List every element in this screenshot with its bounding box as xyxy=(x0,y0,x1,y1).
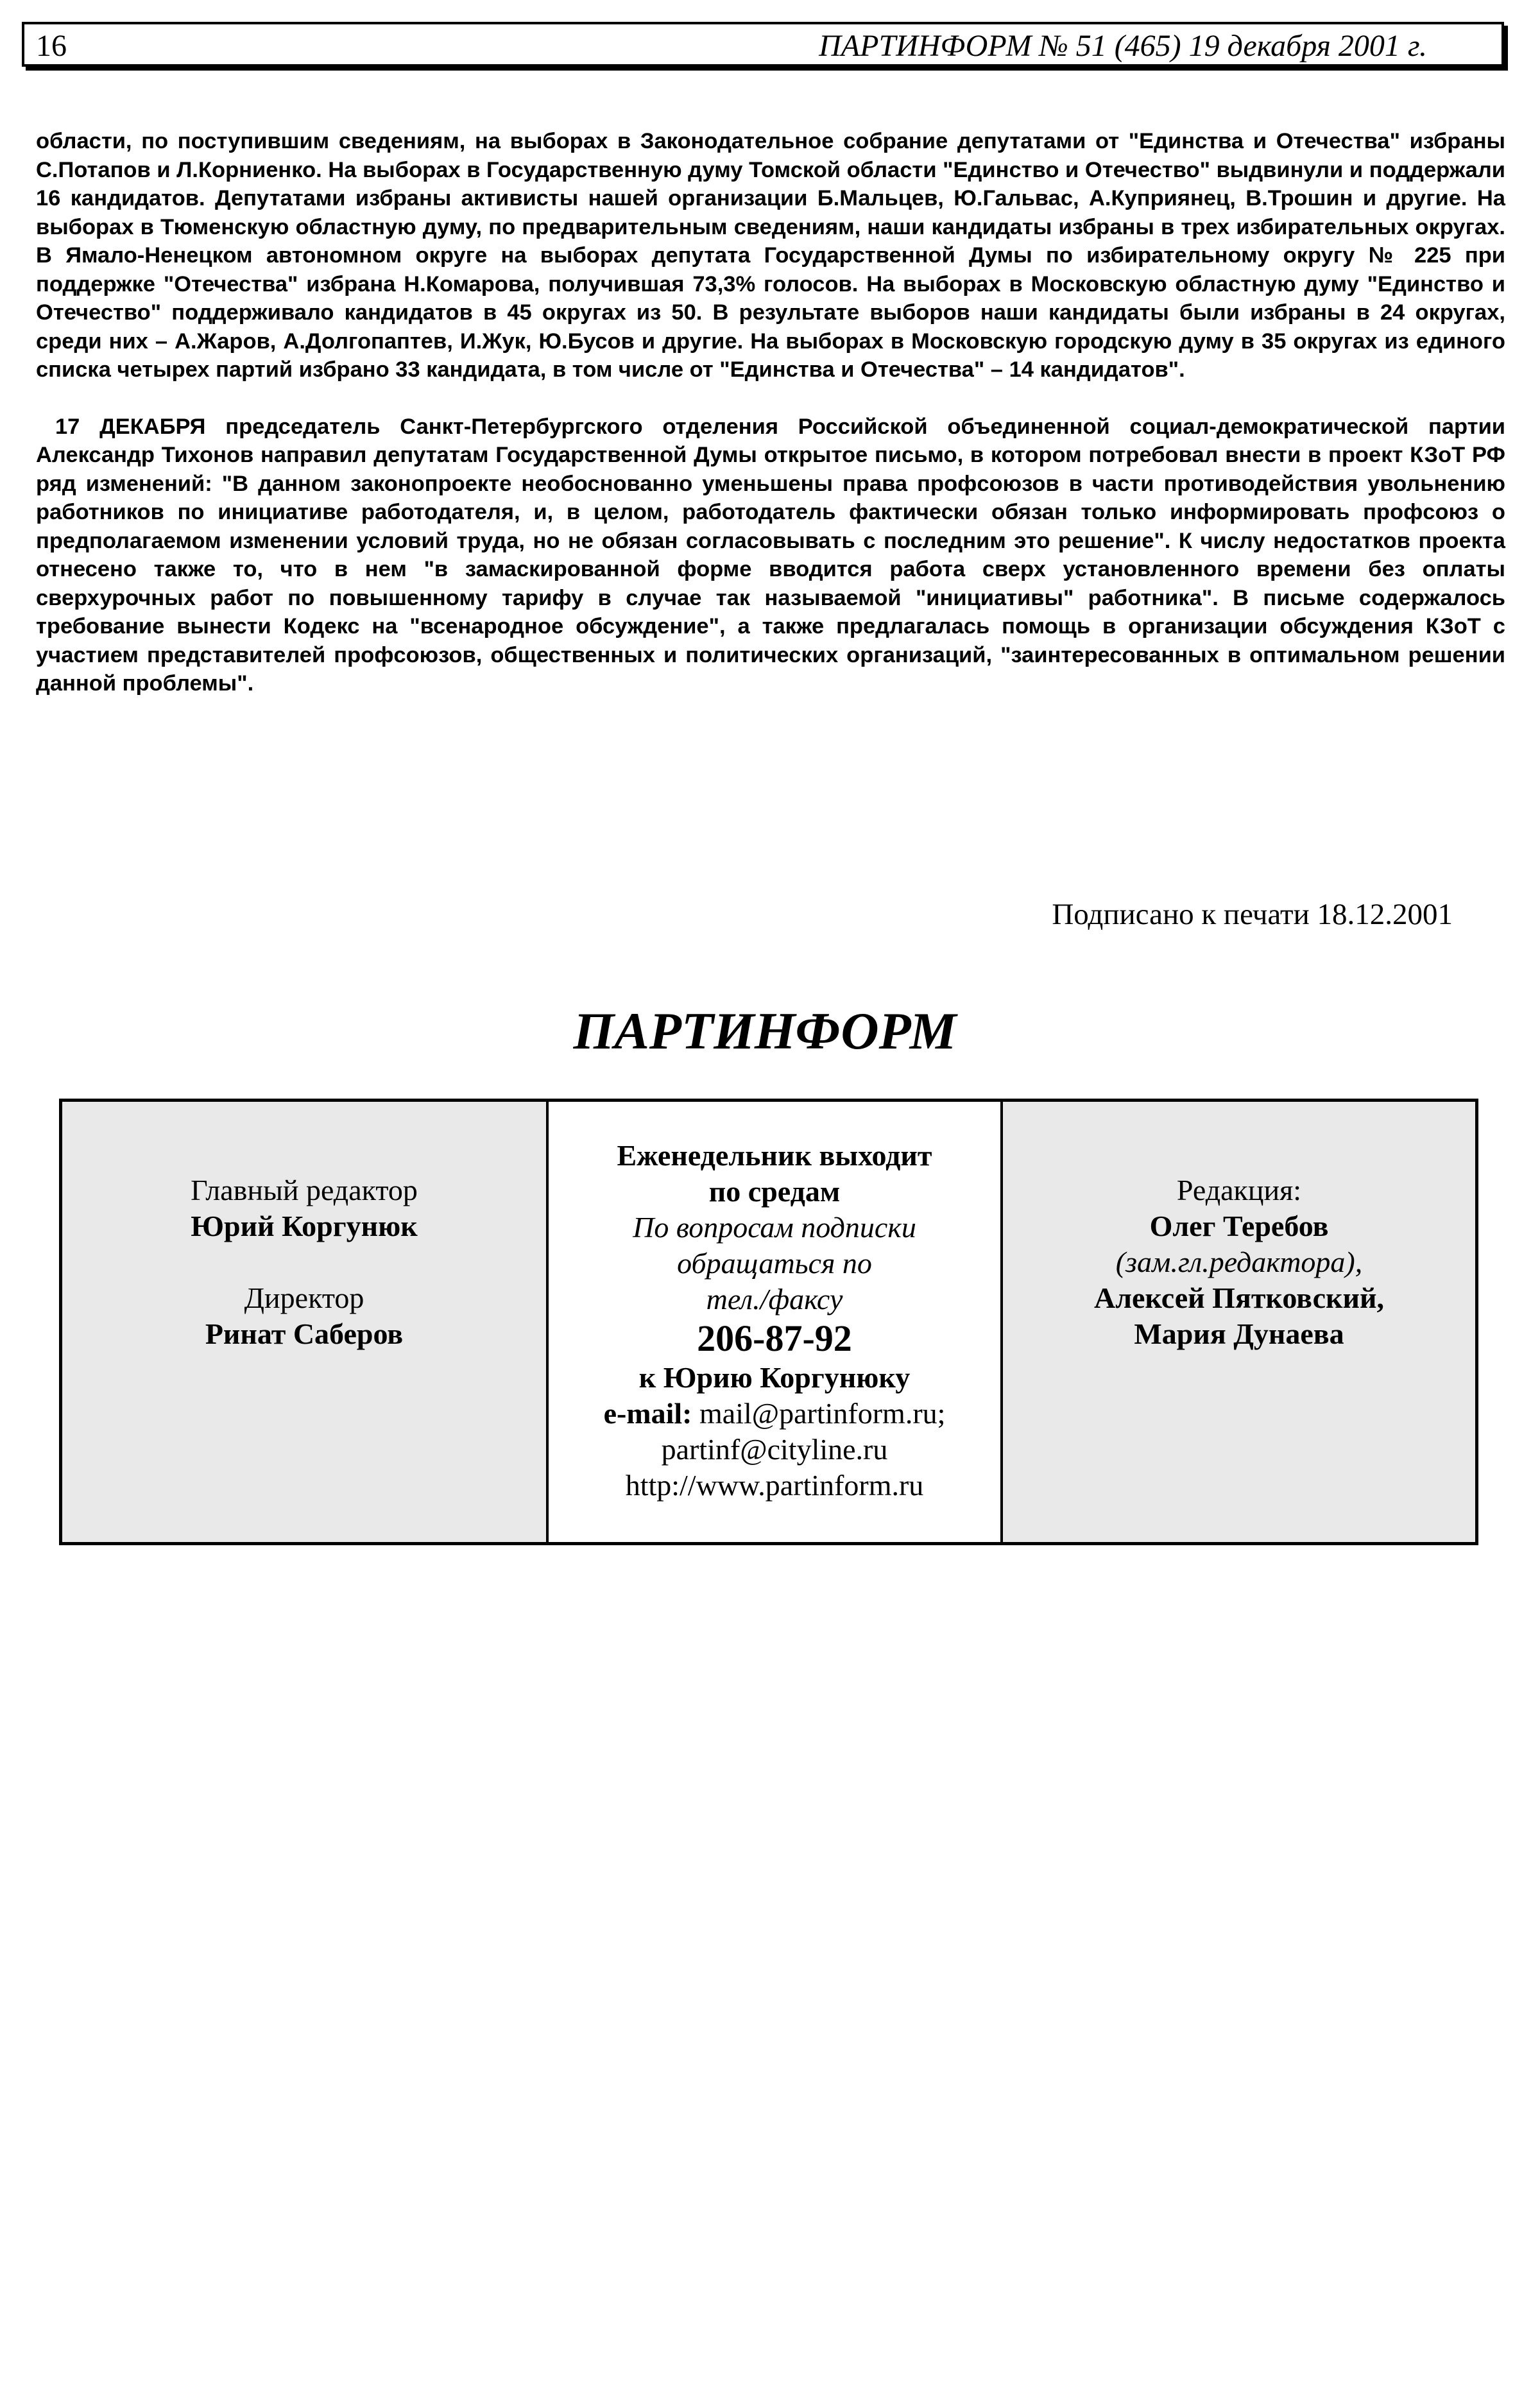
imprint-column-left xyxy=(62,1102,549,1542)
email-address-2[interactable]: partinf@cityline.ru xyxy=(661,1433,888,1466)
phone-number: 206-87-92 xyxy=(697,1317,852,1359)
email-address-1[interactable]: mail@partinform.ru; xyxy=(699,1397,946,1430)
editor-1-role: (зам.гл.редактора), xyxy=(1115,1246,1363,1278)
publication-title: ПАРТИНФОРМ № 51 (465) 19 декабря 2001 г. xyxy=(819,29,1427,63)
signed-to-print: Подписано к печати 18.12.2001 xyxy=(1052,898,1453,931)
subscription-line-3: тел./факсу xyxy=(706,1283,843,1315)
article-paragraph-1: области, по поступившим сведениям, на выборах в Законодательное собрание депутатами от "Единства и Отечества" избраны С.Потапов и Л.Корниенко. На выборах в Государственную думу Томской области "Единство и Отечество" выдвинули и поддержали 16 кандидатов. Депутатами избраны активисты нашей организации Б.Мальцев, Ю.Гальвас, А.Куприянец, В.Трошин и другие. На выборах в Тюменскую областную думу, по предварительным сведениям, наши кандидаты избраны в трех избирательных округах. В Ямало-Ненецком автономном округе на выборах депутата Государственной Думы по избирательному округу № 225 при поддержке "Отечества" избрана Н.Комарова, получившая 73,3% голосов. На выборах в Московскую областную думу "Единство и Отечество" поддерживало кандидатов в 45 округах из 50. В результате выборов наши кандидаты были избраны в 24 округах, среди них – А.Жаров, А.Долгопаптев, И.Жук, Ю.Бусов и другие. На выборах в Московскую городскую думу в 35 округах из единого списка четырех партий избрано 33 кандидата, в том числе от "Единства и Отечества" – 14 кандидатов". xyxy=(36,129,1505,382)
director-name: Ринат Саберов xyxy=(205,1317,404,1350)
website-link[interactable]: http://www.partinform.ru xyxy=(625,1469,924,1502)
editorial-label: Редакция: xyxy=(1176,1174,1302,1206)
masthead-title xyxy=(0,1001,1540,1061)
page-number: 16 xyxy=(36,29,67,63)
email-label: e-mail: xyxy=(603,1397,692,1430)
contact-person: к Юрию Коргунюку xyxy=(638,1361,911,1394)
subscription-line-2: обращаться по xyxy=(677,1247,872,1280)
chief-editor-label: Главный редактор xyxy=(191,1174,418,1206)
spacer xyxy=(62,1244,546,1280)
weekly-line-2: по средам xyxy=(708,1175,841,1208)
masthead-text: ПАРТИНФОРМ xyxy=(573,1002,957,1060)
editor-3-name: Мария Дунаева xyxy=(1134,1317,1344,1350)
page-header xyxy=(22,22,1504,67)
email-line xyxy=(549,1396,1000,1432)
article-body xyxy=(36,127,1505,698)
director-label: Директор xyxy=(244,1281,364,1314)
weekly-line-1: Еженедельник выходит xyxy=(617,1139,932,1172)
editor-2-name: Алексей Пятковский, xyxy=(1093,1281,1385,1314)
imprint-column-middle xyxy=(549,1102,1003,1542)
chief-editor-name: Юрий Коргунюк xyxy=(191,1210,418,1242)
imprint-table xyxy=(59,1099,1478,1545)
imprint-column-right xyxy=(1003,1102,1475,1542)
article-paragraph-2: 17 ДЕКАБРЯ председатель Санкт-Петербургского отделения Российской объединенной социал-демократической партии Александр Тихонов направил депутатам Государственной Думы открытое письмо, в котором потребовал внести в проект КЗоТ РФ ряд изменений: "В данном законопроекте необоснованно уменьшены права профсоюзов в части противодействия увольнению работников по инициативе работодателя, и, в целом, работодатель фактически обязан только информировать профсоюз о предполагаемом изменении условий труда, но не обязан согласовывать с последним это решение". К числу недостатков проекта отнесено также то, что в нем "в замаскированной форме вводится работа сверх установленного времени без оплаты сверхурочных работ по повышенному тарифу в случае так называемой "инициативы" работника". В письме содержалось требование вынести Кодекс на "всенародное обсуждение", а также предлагалась помощь в организации обсуждения КЗоТ с участием представителей профсоюзов, общественных и политических организаций, "заинтересованных в оптимальном решении данной проблемы". xyxy=(36,414,1505,696)
editor-1-name: Олег Теребов xyxy=(1149,1210,1329,1242)
subscription-line-1: По вопросам подписки xyxy=(633,1211,916,1244)
